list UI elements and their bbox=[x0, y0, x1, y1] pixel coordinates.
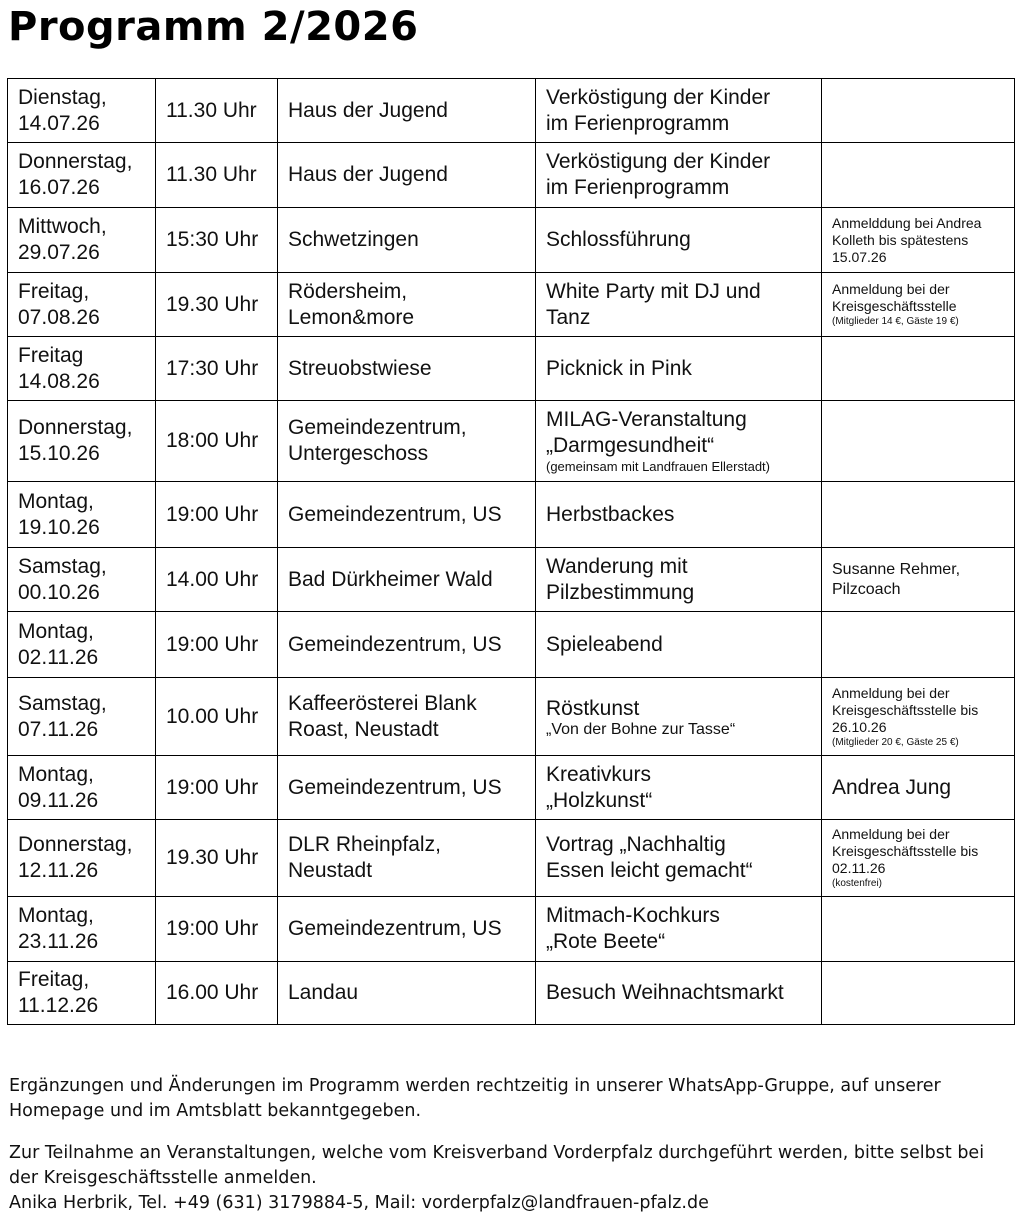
table-row bbox=[8, 401, 1015, 482]
time-cell: 16.00 Uhr bbox=[156, 962, 278, 1025]
note-text: Anmeldung bei der Kreisgeschäftsstelle bis 26.10.26 bbox=[832, 684, 979, 735]
place-line: Untergeschoss bbox=[288, 442, 429, 465]
event-line: Besuch Weihnachtsmarkt bbox=[546, 981, 784, 1004]
weekday: Montag, bbox=[18, 619, 94, 643]
place-cell bbox=[278, 143, 536, 208]
note-text: Anmeldung bei der Kreisgeschäftsstelle bis 02.11.26 bbox=[832, 826, 979, 876]
event-line: „Darmgesundheit“ bbox=[546, 434, 715, 457]
table-row bbox=[8, 897, 1015, 962]
time-cell: 11.30 Uhr bbox=[156, 79, 278, 143]
event-cell bbox=[536, 612, 822, 678]
program-table bbox=[7, 78, 1015, 1025]
time-cell: 15:30 Uhr bbox=[156, 208, 278, 273]
note-cell bbox=[822, 897, 1015, 962]
time-cell: 19:00 Uhr bbox=[156, 756, 278, 820]
day-cell bbox=[8, 678, 156, 756]
event-date: 19.10.26 bbox=[18, 515, 100, 539]
time-cell: 19:00 Uhr bbox=[156, 897, 278, 962]
place-line: Landau bbox=[288, 981, 359, 1004]
place-cell bbox=[278, 756, 536, 820]
event-date: 15.10.26 bbox=[18, 442, 100, 465]
note-text: Susanne Rehmer, Pilzcoach bbox=[832, 560, 961, 598]
place-cell bbox=[278, 897, 536, 962]
event-line: Vortrag „Nachhaltig bbox=[546, 833, 726, 856]
day-cell bbox=[8, 273, 156, 337]
note-text: Andrea Jung bbox=[832, 775, 952, 799]
event-cell bbox=[536, 79, 822, 143]
day-cell bbox=[8, 79, 156, 143]
time-cell: 19.30 Uhr bbox=[156, 820, 278, 897]
event-line: im Ferienprogramm bbox=[546, 176, 730, 199]
place-cell bbox=[278, 401, 536, 482]
note-cell bbox=[822, 143, 1015, 208]
place-line: Gemeindezentrum, US bbox=[288, 502, 502, 526]
place-line: Neustadt bbox=[288, 859, 373, 882]
event-line: Schlossführung bbox=[546, 228, 691, 251]
event-date: 23.11.26 bbox=[18, 930, 99, 953]
day-cell bbox=[8, 548, 156, 612]
place-cell bbox=[278, 337, 536, 401]
time-cell: 19.30 Uhr bbox=[156, 273, 278, 337]
place-line: Kaffeerösterei Blank bbox=[288, 691, 477, 715]
place-cell bbox=[278, 79, 536, 143]
event-date: 12.11.26 bbox=[18, 859, 99, 882]
place-cell bbox=[278, 678, 536, 756]
event-date: 00.10.26 bbox=[18, 580, 100, 604]
note-cell bbox=[822, 337, 1015, 401]
place-cell bbox=[278, 273, 536, 337]
weekday: Freitag, bbox=[18, 968, 90, 991]
place-line: Roast, Neustadt bbox=[288, 717, 439, 741]
note-cell bbox=[822, 820, 1015, 897]
time-cell: 18:00 Uhr bbox=[156, 401, 278, 482]
event-cell bbox=[536, 482, 822, 548]
page-title: Programm 2/2026 bbox=[8, 4, 419, 50]
place-line: Gemeindezentrum, US bbox=[288, 917, 502, 940]
weekday: Montag, bbox=[18, 489, 94, 513]
note-cell bbox=[822, 482, 1015, 548]
note-subtext: (kostenfrei) bbox=[832, 878, 883, 889]
place-line: Schwetzingen bbox=[288, 228, 419, 251]
time-cell: 19:00 Uhr bbox=[156, 482, 278, 548]
table-row bbox=[8, 143, 1015, 208]
event-line: Tanz bbox=[546, 305, 591, 329]
time-cell: 17:30 Uhr bbox=[156, 337, 278, 401]
day-cell bbox=[8, 337, 156, 401]
event-cell bbox=[536, 208, 822, 273]
day-cell bbox=[8, 401, 156, 482]
note-cell bbox=[822, 756, 1015, 820]
place-line: Haus der Jugend bbox=[288, 98, 448, 122]
note-text: Anmelddung bei Andrea Kolleth bis spätestens 15.07.26 bbox=[832, 214, 982, 265]
table-row bbox=[8, 482, 1015, 548]
note-cell bbox=[822, 962, 1015, 1025]
event-line: Pilzbestimmung bbox=[546, 580, 695, 604]
footer-notice-registration: Zur Teilnahme an Veranstaltungen, welche vom Kreisverband Vorderpfalz durchgeführt werden, bitte selbst bei der Kreisgeschäftsstelle anmelden. bbox=[9, 1143, 985, 1188]
note-subtext: (Mitglieder 20 €, Gäste 25 €) bbox=[832, 736, 959, 748]
event-cell bbox=[536, 337, 822, 401]
event-date: 02.11.26 bbox=[18, 645, 99, 669]
place-line: Haus der Jugend bbox=[288, 163, 448, 186]
day-cell bbox=[8, 897, 156, 962]
event-subtitle: (gemeinsam mit Landfrauen Ellerstadt) bbox=[546, 459, 770, 474]
weekday: Freitag bbox=[18, 343, 84, 367]
place-line: Bad Dürkheimer Wald bbox=[288, 567, 493, 591]
place-line: Gemeindezentrum, bbox=[288, 416, 467, 439]
weekday: Samstag, bbox=[18, 554, 107, 578]
place-cell bbox=[278, 548, 536, 612]
weekday: Donnerstag, bbox=[18, 416, 133, 439]
event-line: Verköstigung der Kinder bbox=[546, 85, 771, 109]
weekday: Samstag, bbox=[18, 691, 107, 715]
table-row bbox=[8, 820, 1015, 897]
day-cell bbox=[8, 612, 156, 678]
time-cell: 11.30 Uhr bbox=[156, 143, 278, 208]
event-cell bbox=[536, 273, 822, 337]
event-cell bbox=[536, 678, 822, 756]
note-cell bbox=[822, 79, 1015, 143]
place-line: Streuobstwiese bbox=[288, 356, 432, 380]
event-line: „Holzkunst“ bbox=[546, 788, 653, 812]
weekday: Montag, bbox=[18, 762, 94, 786]
event-line: Spieleabend bbox=[546, 632, 663, 656]
event-line: MILAG-Veranstaltung bbox=[546, 408, 747, 431]
event-date: 14.07.26 bbox=[18, 111, 100, 135]
time-cell: 19:00 Uhr bbox=[156, 612, 278, 678]
place-cell bbox=[278, 962, 536, 1025]
time-cell: 14.00 Uhr bbox=[156, 548, 278, 612]
event-cell bbox=[536, 897, 822, 962]
weekday: Donnerstag, bbox=[18, 150, 133, 173]
table-row bbox=[8, 548, 1015, 612]
note-cell bbox=[822, 208, 1015, 273]
event-cell bbox=[536, 820, 822, 897]
weekday: Dienstag, bbox=[18, 85, 107, 109]
event-cell bbox=[536, 756, 822, 820]
footer-notice-changes: Ergänzungen und Änderungen im Programm werden rechtzeitig in unserer WhatsApp-Gruppe, auf unserer Homepage und im Amtsblatt bekanntgegeben. bbox=[9, 1076, 941, 1121]
event-cell bbox=[536, 143, 822, 208]
place-cell bbox=[278, 612, 536, 678]
event-line: Röstkunst bbox=[546, 696, 640, 720]
weekday: Donnerstag, bbox=[18, 833, 133, 856]
place-cell bbox=[278, 820, 536, 897]
weekday: Mittwoch, bbox=[18, 215, 107, 238]
event-line: Wanderung mit bbox=[546, 554, 688, 578]
event-line: Verköstigung der Kinder bbox=[546, 150, 771, 173]
weekday: Freitag, bbox=[18, 279, 90, 303]
place-cell bbox=[278, 208, 536, 273]
day-cell bbox=[8, 143, 156, 208]
day-cell bbox=[8, 820, 156, 897]
table-row bbox=[8, 273, 1015, 337]
event-date: 16.07.26 bbox=[18, 176, 100, 199]
time-cell: 10.00 Uhr bbox=[156, 678, 278, 756]
day-cell bbox=[8, 208, 156, 273]
table-row bbox=[8, 962, 1015, 1025]
note-cell bbox=[822, 273, 1015, 337]
place-cell bbox=[278, 482, 536, 548]
place-line: DLR Rheinpfalz, bbox=[288, 833, 441, 856]
event-date: 09.11.26 bbox=[18, 788, 99, 812]
table-row bbox=[8, 678, 1015, 756]
table-row bbox=[8, 208, 1015, 273]
event-date: 11.12.26 bbox=[18, 994, 99, 1017]
event-cell bbox=[536, 548, 822, 612]
note-text: Anmeldung bei der Kreisgeschäftsstelle bbox=[832, 281, 957, 314]
table-row bbox=[8, 756, 1015, 820]
event-date: 29.07.26 bbox=[18, 241, 100, 264]
event-date: 14.08.26 bbox=[18, 369, 100, 393]
event-line: Herbstbackes bbox=[546, 502, 675, 526]
program-table-body bbox=[8, 79, 1015, 1025]
event-date: 07.08.26 bbox=[18, 305, 100, 329]
day-cell bbox=[8, 482, 156, 548]
event-line: White Party mit DJ und bbox=[546, 279, 761, 303]
event-cell bbox=[536, 401, 822, 482]
event-line: Mitmach-Kochkurs bbox=[546, 904, 720, 927]
day-cell bbox=[8, 756, 156, 820]
footer-contact: Anika Herbrik, Tel. +49 (631) 3179884-5, Mail: vorderpfalz@landfrauen-pfalz.de bbox=[9, 1193, 709, 1213]
event-line: im Ferienprogramm bbox=[546, 111, 730, 135]
table-row bbox=[8, 612, 1015, 678]
note-cell bbox=[822, 678, 1015, 756]
table-row bbox=[8, 79, 1015, 143]
event-line: „Rote Beete“ bbox=[546, 930, 666, 953]
place-line: Lemon&more bbox=[288, 305, 415, 329]
note-subtext: (Mitglieder 14 €, Gäste 19 €) bbox=[832, 316, 959, 327]
event-cell bbox=[536, 962, 822, 1025]
event-line: Picknick in Pink bbox=[546, 356, 692, 380]
place-line: Gemeindezentrum, US bbox=[288, 632, 502, 656]
day-cell bbox=[8, 962, 156, 1025]
place-line: Gemeindezentrum, US bbox=[288, 775, 502, 799]
place-line: Rödersheim, bbox=[288, 279, 408, 303]
note-cell bbox=[822, 548, 1015, 612]
event-date: 07.11.26 bbox=[18, 717, 99, 741]
event-line: Essen leicht gemacht“ bbox=[546, 859, 753, 882]
event-subtitle: „Von der Bohne zur Tasse“ bbox=[546, 720, 736, 738]
table-row bbox=[8, 337, 1015, 401]
weekday: Montag, bbox=[18, 904, 94, 927]
note-cell bbox=[822, 401, 1015, 482]
note-cell bbox=[822, 612, 1015, 678]
event-line: Kreativkurs bbox=[546, 762, 652, 786]
